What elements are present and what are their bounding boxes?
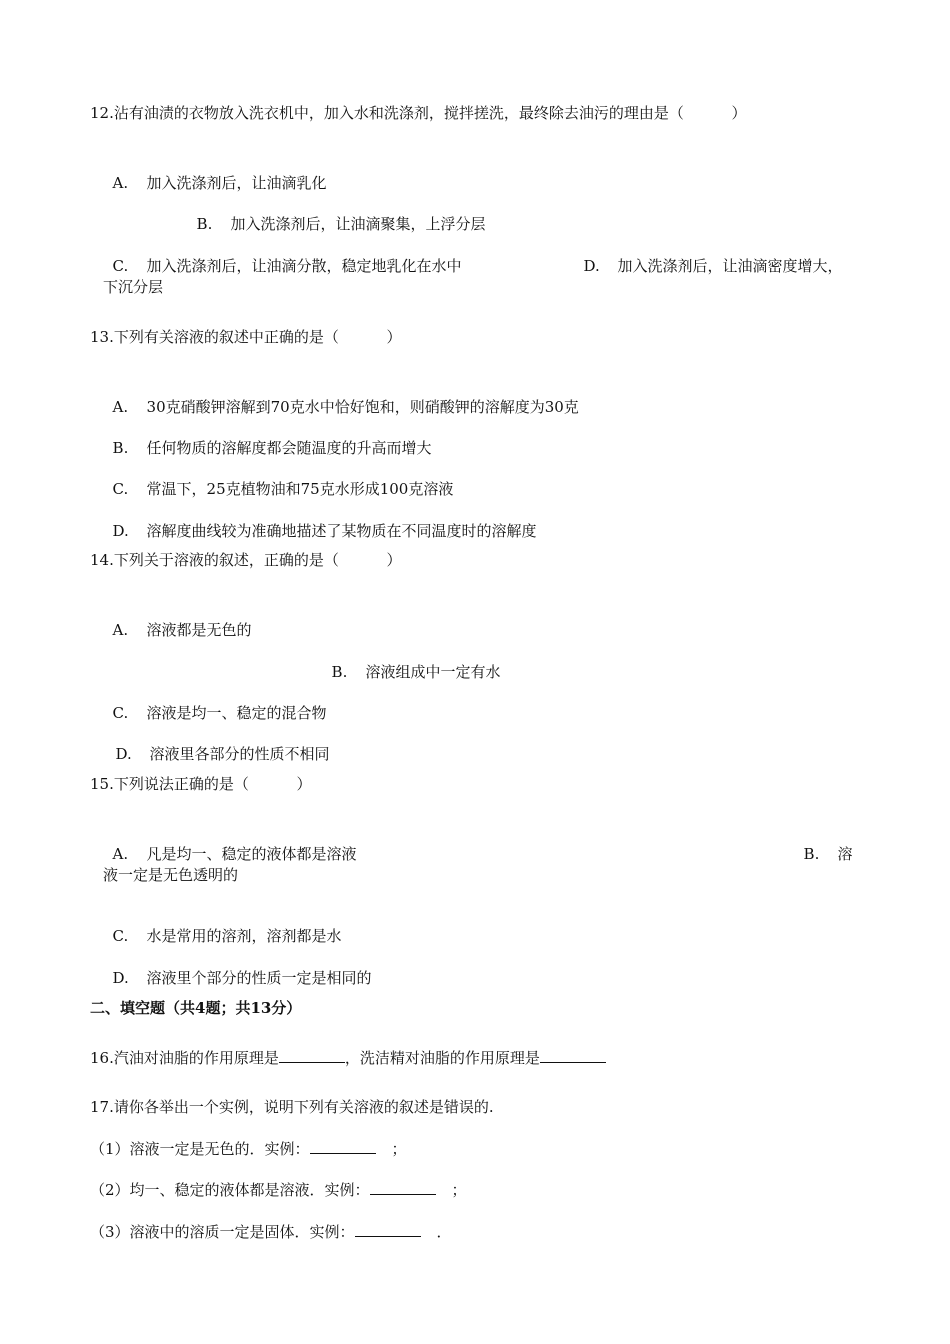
q14-option-d xyxy=(106,724,330,764)
q15-option-a xyxy=(103,824,357,864)
sub-question-end: ； xyxy=(391,1140,407,1158)
option-text: 任何物质的溶解度都会随温度的升高而增大 xyxy=(146,439,432,457)
option-text: 凡是均一、稳定的液体都是溶液 xyxy=(146,845,357,863)
q12-option-c xyxy=(103,236,462,276)
option-letter: B. xyxy=(331,663,348,681)
q15-option-b xyxy=(794,824,853,864)
q13-option-d xyxy=(103,501,537,541)
q13-option-c xyxy=(103,459,453,499)
question-16-part1: 16.汽油对油脂的作用原理是 xyxy=(90,1049,279,1067)
option-text: 溶液都是无色的 xyxy=(146,621,252,639)
option-letter: D. xyxy=(583,257,600,275)
option-text: 加入洗涤剂后，让油滴密度增大， xyxy=(617,257,843,275)
answer-blank[interactable] xyxy=(370,1180,436,1195)
option-letter: A. xyxy=(112,174,129,192)
question-17-stem: 17.请你各举出一个实例，说明下列有关溶液的叙述是错误的. xyxy=(90,1098,494,1116)
option-text: 加入洗涤剂后，让油滴聚集，上浮分层 xyxy=(230,215,486,233)
sub-question-text: （2）均一、稳定的液体都是溶液．实例： xyxy=(90,1181,370,1199)
option-letter: B. xyxy=(803,845,820,863)
section-heading: 二、填空题（共4题；共13分） xyxy=(90,999,302,1017)
question-16-part2: ，洗洁精对油脂的作用原理是 xyxy=(344,1049,540,1067)
sub-question-end: ． xyxy=(436,1223,452,1241)
q12-option-b xyxy=(187,194,486,234)
sub-question-text: （1）溶液一定是无色的．实例： xyxy=(90,1140,310,1158)
option-text: 加入洗涤剂后，让油滴乳化 xyxy=(146,174,327,192)
q13-option-b xyxy=(103,418,432,458)
option-text: 溶液里个部分的性质一定是相同的 xyxy=(146,969,372,987)
option-letter: D. xyxy=(115,745,132,763)
option-letter: B. xyxy=(112,439,129,457)
option-text: 溶解度曲线较为准确地描述了某物质在不同温度时的溶解度 xyxy=(146,522,537,540)
q13-option-a xyxy=(103,377,579,417)
q15-option-b-continued: 液一定是无色透明的 xyxy=(103,866,239,884)
q14-option-a xyxy=(103,600,252,640)
option-letter: D. xyxy=(112,969,129,987)
option-text: 溶 xyxy=(837,845,853,863)
q14-option-c xyxy=(103,683,327,723)
option-text: 溶液是均一、稳定的混合物 xyxy=(146,704,327,722)
option-letter: A. xyxy=(112,621,129,639)
option-text: 溶液组成中一定有水 xyxy=(365,663,501,681)
option-letter: B. xyxy=(196,215,213,233)
q12-option-d xyxy=(574,236,843,276)
q17-sub-2 xyxy=(90,1180,467,1200)
option-text: 30克硝酸钾溶解到70克水中恰好饱和，则硝酸钾的溶解度为30克 xyxy=(146,398,579,416)
option-text: 溶液里各部分的性质不相同 xyxy=(149,745,330,763)
answer-blank[interactable] xyxy=(355,1222,421,1237)
question-12-stem: 12.沾有油渍的衣物放入洗衣机中，加入水和洗涤剂，搅拌搓洗，最终除去油污的理由是（ ） xyxy=(90,104,747,122)
answer-blank[interactable] xyxy=(540,1048,606,1063)
option-letter: C. xyxy=(112,927,129,945)
option-letter: C. xyxy=(112,704,129,722)
option-letter: C. xyxy=(112,480,129,498)
q17-sub-1 xyxy=(90,1139,407,1159)
question-16 xyxy=(90,1048,606,1068)
option-letter: A. xyxy=(112,398,129,416)
question-13-stem: 13.下列有关溶液的叙述中正确的是（ ） xyxy=(90,328,402,346)
q12-option-a xyxy=(103,153,327,193)
q12-option-d-continued: 下沉分层 xyxy=(103,278,164,296)
answer-blank[interactable] xyxy=(279,1048,345,1063)
sub-question-end: ； xyxy=(451,1181,467,1199)
question-14-stem: 14.下列关于溶液的叙述，正确的是（ ） xyxy=(90,551,402,569)
q17-sub-3 xyxy=(90,1222,452,1242)
q15-option-c xyxy=(103,906,342,946)
option-letter: A. xyxy=(112,845,129,863)
sub-question-text: （3）溶液中的溶质一定是固体．实例： xyxy=(90,1223,355,1241)
question-15-stem: 15.下列说法正确的是（ ） xyxy=(90,775,312,793)
q15-option-d xyxy=(103,948,372,988)
answer-blank[interactable] xyxy=(310,1139,376,1154)
option-letter: D. xyxy=(112,522,129,540)
option-text: 加入洗涤剂后，让油滴分散，稳定地乳化在水中 xyxy=(146,257,462,275)
option-text: 水是常用的溶剂，溶剂都是水 xyxy=(146,927,342,945)
q14-option-b xyxy=(322,642,501,682)
option-letter: C. xyxy=(112,257,129,275)
option-text: 常温下，25克植物油和75克水形成100克溶液 xyxy=(146,480,454,498)
